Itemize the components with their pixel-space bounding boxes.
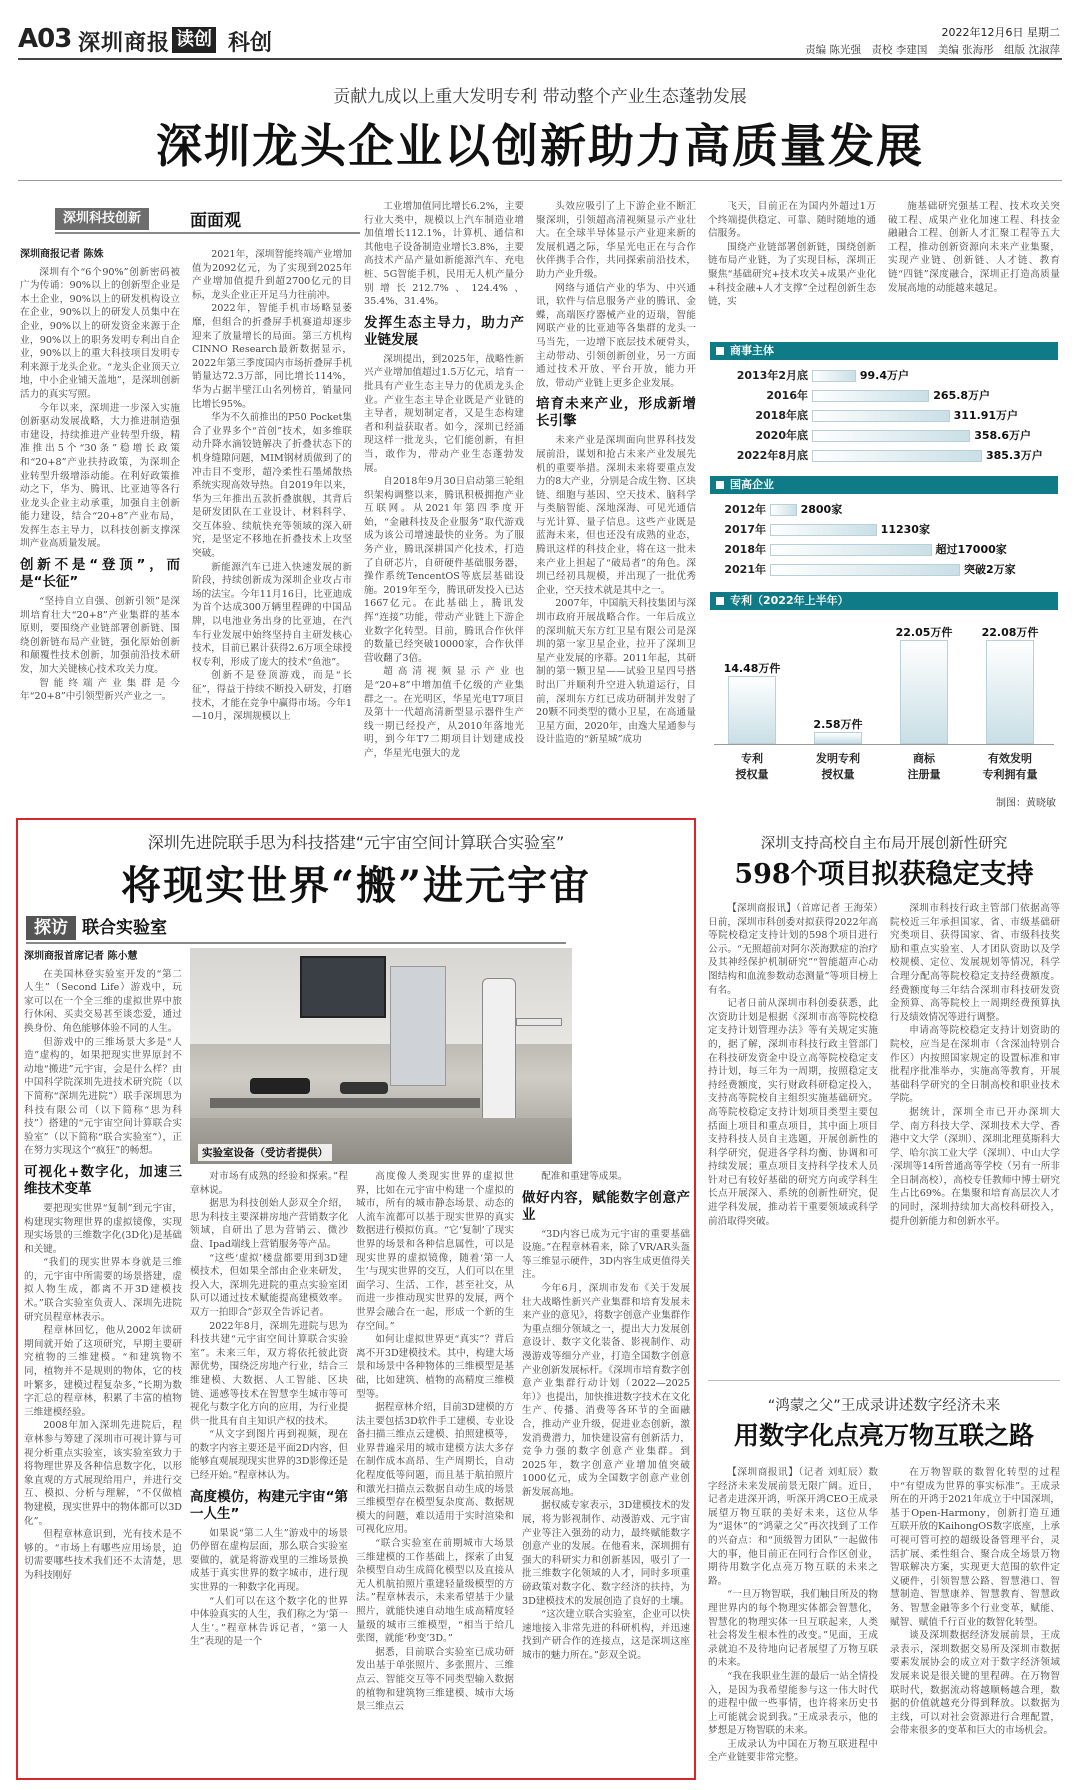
paragraph: 2021年，深圳智能终端产业增加值为2092亿元，为了实现到2025年产业增加值提升到超2700亿元的目标，龙头企业正开足马力往前冲。: [192, 249, 352, 301]
paragraph: “这些‘虚拟’楼盘都要用到3D建模技术，但如果全部由企业来研发，投入大，深圳先进院的重点实验室团队可以通过技术赋能提高建模效率。双方一拍即合”彭双全告诉记者。: [190, 1252, 348, 1318]
bar: [770, 504, 797, 516]
lead-subhead-3: 培育未来产业，形成新增长引擎: [536, 396, 696, 430]
bar: [770, 564, 960, 576]
right-top-column-2: [890, 902, 1060, 1372]
bar-label: 2018年: [724, 543, 766, 556]
paragraph: 飞天，目前正在为国内外超过1万个终端提供稳定、可靠、随时随地的通信服务。: [708, 201, 876, 240]
lab-photo: [190, 948, 572, 1164]
visit-tag-suffix: 联合实验室: [82, 918, 167, 938]
lab-kicker: 深圳先进院联手思为科技搭建“元宇宙空间计算联合实验室”: [147, 833, 565, 852]
bar-label: 2018年底: [755, 409, 808, 422]
lead-column-6: [888, 200, 1060, 340]
page-label: A03: [18, 24, 72, 54]
paragraph: 未来产业是深圳面向世界科技发展前沿，谋划和抢占未来产业发展先机的重要举措。深圳未来将要重点发力的8大产业，分别是合成生物、区块链、细胞与基因、空天技术、脑科学与类脑智能、深地深海、可见光通信与光计算、量子信息。这些产业既是蓝海未来，但也还没有成熟的业态，腾讯这样的科技企业，将在这一批未来产业上担起了“破局者”的角色。深圳已经初具规模，并出现了一批优秀企业，空天技术就是其中之一。: [536, 435, 696, 596]
bar-value: 265.8万户: [933, 389, 991, 402]
column-label-line2: 专利拥有量: [982, 768, 1038, 781]
visit-tag-box: 探访: [26, 916, 76, 940]
paragraph: 如果说“第二人生”游戏中的场景仍停留在虚构层面，那么联合实验室要做的，就是将游戏里的三维场景换成基于真实世界的数字城市，进行现实世界的一种数字化再现。: [190, 1527, 348, 1594]
paragraph: 施基础研究强基工程、技术攻关突破工程、成果产业化加速工程、科技金融融合工程、创新人才汇聚工程等五大工程，推动创新资源向未来产业集聚，实现产业链、创新链、人才链、教育链“四链”深度融合，深圳正打造高质量发展高地的动能越来越足。: [888, 201, 1060, 294]
lab-column-2: [190, 1170, 348, 1776]
visit-tag-rule: [26, 942, 566, 944]
right-bottom-column-2: [890, 1466, 1060, 1780]
paragraph: 围绕产业链部署创新链，围绕创新链布局产业链，为了实现目标，深圳正聚焦“基础研究+技术攻关+成果产业化+科技金融+人才支撑”全过程创新生态链，实: [708, 241, 876, 308]
bar: [770, 524, 877, 536]
paragraph: “3D内容已成为元宇宙的重要基础设施。”在程章林看来，除了VR/AR头盔等三维显示硬件，3D内容生成更值得关注。: [522, 1228, 690, 1281]
paragraph: 超高清视频显示产业也是“20+8”中增加值千亿级的产业集群之一。在光明区，华星光电T7项目及第十一代超高清新型显示器件生产线一期已经投产，从2010年落地光明，到今年T7二期项目计划建成投产，华星光电强大的龙: [364, 666, 524, 759]
column-value: 22.05万件: [895, 626, 953, 640]
paragraph: 程章林回忆，他从2002年读研期间就开始了这项研究，早期主要研究植物的三维建模。“和建筑物不同，植物并不是规则的物体，它的枝叶繁多，建模过程复杂多，”长期为数字汇总的程章林，积累了丰富的植物三维建模经验。: [24, 1325, 182, 1418]
column-tag: [55, 208, 360, 234]
bar-value: 突破2万家: [964, 563, 1016, 576]
bar-label: 2022年8月底: [736, 449, 808, 462]
paragraph: “坚持自立自强、创新引领”是深圳培育壮大“20+8”产业集群的基本原则，要围绕产业链部署创新链、围绕创新链布局产业链，强化原始创新和颠覆性技术创新，加强前沿技术研发，加大关键核心技术攻关力度。: [20, 596, 180, 676]
bar-value: 11230家: [880, 523, 930, 536]
bar-label: 2012年: [724, 503, 766, 516]
paragraph: “一旦万物智联，我们触目所及的物理世界内的每个物理实体都会智慧化，智慧化的物理实体一旦互联起来，人类社会将发生根本性的改变。”见面，王成录就迫不及待地向记者展望了万物互联的未来。: [708, 1589, 878, 1669]
issue-date: [942, 24, 1061, 40]
visit-tag: [26, 916, 566, 944]
paragraph: 据程章林介绍，目前3D建模的方法主要包括3D软件手工建模、专业设备扫描三维点云建模、拍照建模等，业界普遍采用的城市建模方法大多存在制作成本高昂、生产周期长，自动化程度低等问题，而且基于航拍照片和激光扫描点云数据自动生成的场景三维模型存在模型复杂度高、数据规模大的问题，难以适用于实时渲染和可视化应用。: [356, 1402, 514, 1536]
paragraph: 新能源汽车已进入快速发展的新阶段，持续创新成为深圳企业攻占市场的法宝。今年11月16日，比亚迪成为首个达成300万辆里程碑的中国品牌，以电池业务出身的比亚迪，在汽车行业发展中始终坚持自主研发核心技术，目前已累计获得2.6万项全球授权专利，形成了庞大的技术“鱼池”。: [192, 561, 352, 668]
lab-subhead-3: 做好内容，赋能数字创意产业: [522, 1189, 690, 1223]
lead-column-1: [20, 248, 180, 813]
paragraph: 2008年加入深圳先进院后，程章林参与筹建了深圳市可视计算与可视分析重点实验室，该实验室致力于将物理世界及各种信息数字化，以形象直观的方式展现给用户，并进行交互、模拟、分析与理解，“不仅做植物建模，现实世界中的物体都可以3D化”。: [24, 1420, 182, 1527]
column-bar: [900, 640, 948, 744]
lab-photo-drone-2: [340, 1082, 388, 1094]
paragraph: 对市场有成熟的经验和探索。”程章林说。: [190, 1171, 348, 1196]
paragraph: 据权威专家表示，3D建模技术的发展，将为影视制作、动漫游戏、元宇宙产业等注入强劲的动力，最终赋能数字创意产业的发展。在他看来，深圳拥有强大的科研实力和创新基因，吸引了一批三维数字化领域的人才，同时多项重磅政策对数字化、数字经济的扶持，为3D建模技术的发展创造了良好的土壤。: [522, 1500, 690, 1607]
bar: [812, 390, 929, 402]
column-value: 14.48万件: [723, 661, 781, 675]
bar-value: 超过17000家: [935, 543, 1007, 556]
column-value: 22.08万件: [981, 626, 1039, 639]
paragraph: 深圳提出，到2025年，战略性新兴产业增加值超过1.5万亿元，培育一批具有产业生态主导力的优质龙头企业。产业生态主导企业既是产业链的主导者，规划制定者，又是生态构建者和利益获取者。如今，深圳已经涌现这样一批龙头，它们能创新，有担当，敢作为，带动产业生态蓬勃发展。: [364, 353, 524, 474]
lab-subhead-1: 可视化+数字化，加速三维技术变革: [24, 1163, 182, 1197]
lab-photo-screen: [300, 956, 386, 1018]
lead-title: 深圳龙头企业以创新助力高质量发展: [156, 119, 924, 173]
paragraph: 在万物智联的数智化转型的过程中“有望成为世界的事实标准”。王成录所在的开鸿于2021年成立于中国深圳，基于Open-Harmony，创新打造互通互联开放的KaihongOS数字底座，上承可视可管可控的超级设备管理平台，灵活扩展、柔性组合、聚合成全场景万物智联解决方案，实现更大范围的软件定义硬件，引领智慧公路、智慧港口、智慧制造、智慧康养、智慧教育、智慧政务、智慧金融等多个行业变革，赋能、赋智、赋值千行百业的数智化转型。: [890, 1467, 1060, 1628]
credits: 责编 陈光强 责校 李建国 美编 张海彤 组版 沈淑萍: [805, 44, 1060, 56]
column-tag-box: 深圳科技创新: [55, 208, 149, 230]
right-bottom-kicker: “鸿蒙之父”王成录讲述数字经济未来: [767, 1398, 1001, 1414]
bar-value: 99.4万户: [859, 369, 909, 382]
panel-3-columns: [708, 614, 1060, 792]
paragraph: “这次建立联合实验室，企业可以快速地接入非常先进的科研机构，并迅速找到产研合作的连接点，这是深圳这座城市的魅力所在。”彭双全说。: [522, 1609, 690, 1661]
lab-photo-drone: [250, 1078, 310, 1094]
bar-label: 2016年: [766, 389, 808, 402]
paragraph: 2022年，智能手机市场略显萎靡，但组合的折叠屏手机赛道却逐步迎来了放量增长的局面。第三方机构CINNO Research最新数据显示，2022年第三季度国内市场折叠屏手机销量达72.3万部，同比增长114%，华为占据半壁江山名列榜首，销量同比增长95%。: [192, 303, 352, 410]
infographic: [708, 342, 1060, 812]
lead-col1-body: [20, 266, 180, 551]
right-bottom-title: 用数字化点亮万物互联之路: [733, 1421, 1034, 1450]
paragraph: 申请高等院校稳定支持计划资助的院校，应当是在深圳市（含深汕特别合作区）内按照国家规定的设置标准和审批程序批准举办，实施高等教育，开展基础科学研究的全日制高校和职业技术学院。: [890, 1025, 1060, 1105]
infographic-panel-2-title: 国高企业: [710, 476, 1058, 494]
baseline: [714, 744, 1054, 745]
paragraph: 今年6月，深圳市发布《关于发展壮大战略性新兴产业集群和培育发展未来产业的意见》，将数字创意产业集群作为重点细分领域之一，提出大力发展创意设计、数字文化装备、影视制作、动漫游戏等细分产业，打造全国数字创意产业创新发展标杆。《深圳市培育数字创意产业集群行动计划（2022—2025年）》也提出，加快推进数字技术在文化生产、传播、消费等各环节的全面融合，推动产业升级，促进业态创新，激发消费潜力，加快建设富有创新活力，竞争力强的数字创意产业集群。到2025年，数字创意产业增加值突破1000亿元，成为全国数字创意产业创新发展高地。: [522, 1282, 690, 1498]
infographic-panel-3-title: 专利（2022年上半年）: [710, 592, 1058, 610]
lead-subhead-2: 发挥生态主导力，助力产业链发展: [364, 314, 524, 348]
column-tag-suffix: 面面观: [190, 211, 241, 231]
panel-2-bars: [708, 498, 1060, 588]
paragraph: 今年以来，深圳进一步深入实施创新驱动发展战略，大力推进制造强市建设，持续推进产业转型升级，精准推出5个“30条”稳增长政策和“20+8”产业扶持政策，为深圳企业转型升级增添动能。在利好政策推动之下，华为、腾讯、比亚迪等各行业龙头企业主动承重，加强自主创新能力建设，结合“20+8”产业布局，发挥生态主导力，以科技创新支撑深圳产业高质量发展。: [20, 402, 180, 550]
paper-name: 深圳商报: [78, 30, 171, 56]
column-label-line1: 有效发明: [988, 752, 1032, 765]
paragraph: 据统计，深圳全市已开办深圳大学、南方科技大学、深圳技术大学、香港中文大学（深圳）、深圳北理莫斯科大学、哈尔滨工业大学（深圳）、中山大学·深圳等14所普通高等学校（另有一所非全日制高校），高校专任教师中博士研究生占比69%。在集聚和培育高层次人才的同时，深圳持续加大高校科研投入，提升创新能力和创新水平。: [890, 1106, 1060, 1227]
paragraph: 要把现实世界“复制”到元宇宙，构建现实物理世界的虚拟镜像，实现现实场景的三维数字化(3D化)是基础和关键。: [24, 1202, 182, 1255]
paragraph: 【深圳商报讯】（记者 刘虹辰）数字经济未来发展前景无限广阔。近日，记者走进深开鸿，听深开鸿CEO王成录展望万物互联的美好未来，这位从华为“退休”的“鸿蒙之父”再次找到了工作的兴奋点：和“顶级智力团队”一起做伟大的事，他目前正在同行合作区创业，期待用数字化点亮万物互联的未来之路。: [708, 1467, 878, 1587]
column-bar: [728, 676, 776, 744]
lab-subhead-2: 高度模仿，构建元宇宙“第一人生”: [190, 1488, 348, 1522]
lab-column-3: [356, 1170, 514, 1776]
paragraph: 华为不久前推出的P50 Pocket集合了业界多个“首创”技术，如多维联动升降水滴铰链解决了折叠状态下的机身缝隙问题，MIM钢材质做到了的冲击目不变形，超冷柔性石墨烯散热系统实现高效导热。自2019年以来，华为三年推出五款折叠旗舰，其背后是研发团队在工业设计、材料科学、交互体验、续航快充等领域的深入研究，是坚定不移地在折叠技术上攻坚突破。: [192, 412, 352, 560]
paragraph: 智能终端产业集群是今年“20+8”中引领型新兴产业之一。: [20, 677, 180, 703]
paragraph: 深圳有个“6个90%”创新密码被广为传诵：90%以上的创新型企业是本土企业，90%以上的研发机构设立在企业，90%以上的研发人员集中在企业，90%以上的研发资金来源于企业，90%以上的职务发明专利出自企业，90%以上的重大科技项目发明专利来源于龙头企业。“龙头企业顶天立地，中小企业铺天盖地”，是深圳创新活力的真实写照。: [20, 266, 180, 400]
paragraph: 谈及深圳数据经济发展前景，王成录表示，深圳数据交易所及深圳市数据要素发展协会的成立对于数字经济领域发展来说是很关键的里程碑。在万物智联时代，数据流动将越顺畅越合理，数据的价值就越充分得到释放。以数据为主线，可以对社会资源进行合理配置，会带来很多的变革和巨大的市场机会。: [890, 1630, 1060, 1737]
lead-subhead-1: 创新不是“登顶”，而是“长征”: [20, 557, 180, 591]
paragraph: 据悉，目前联合实验室已成功研发出基于单张照片、多张照片、三维点云、智能交互等不同类型输入数据的植物和建筑物三维建模、城市大场景三维点云: [356, 1646, 514, 1713]
paragraph: 但游戏中的三维场景大多是“人造”虚构的，如果把现实世界原封不动地“搬进”元宇宙，会是什么样？由中国科学院深圳先进技术研究院（以下简称“深圳先进院”）联手深圳思为科技有限公司（以下简称“思为科技”）搭建的“元宇宙空间计算联合实验室”（以下简称“联合实验室”），正在努力实现这个“疯狂”的畅想。: [24, 1036, 182, 1157]
paragraph: “我在我职业生涯的最后一站全情投入，是因为我希望能参与这一伟大时代的进程中做一些事情，也许将来历史书上可能就会说到我。”王成录表示，他的梦想是万物智联的未来。: [708, 1670, 878, 1737]
lead-col1b-body: [20, 595, 180, 704]
infographic-credit: 制图：黄晓敏: [996, 798, 1056, 809]
lead-column-5: [708, 200, 876, 340]
date-text: 2022年12月6日: [941, 26, 1024, 39]
paragraph: “人们可以在这个数字化的世界中体验真实的人生，我们称之为‘第一人生’。”程章林告诉记者，“第一人生”表现的是一个: [190, 1595, 348, 1648]
paragraph: 但程章林意识到，光有技术是不够的。“市场上有哪些应用场景，迫切需要哪些技术我们还不太清楚，思为科技刚好: [24, 1529, 182, 1581]
column-label-line1: 商标: [913, 752, 935, 765]
paragraph: 【深圳商报讯】（首席记者 王海荣）日前，深圳市科创委对拟获得2022年高等院校稳定支持计划的598个项目进行公示。“无照超前对阿尔茨海默症的治疗及其神经保护机制研究”“智能超声心动图结构和血流参数动态测量”等项目榜上有名。: [708, 903, 878, 996]
paragraph: 创新不是登顶游戏，而是“长征”，得益于持续不断投入研发，打磨技术，才能在竞争中赢得市场。今年1—10月，深圳规模以上: [192, 670, 352, 723]
edition-badge: 读创: [172, 27, 216, 53]
paragraph: 配准和重建等成果。: [541, 1171, 628, 1182]
bar-value: 311.91万户: [953, 409, 1019, 422]
paragraph: 据思为科技创始人彭双全介绍，思为科技主要深耕房地产营销数字化领域，自研出了思为营销云、微沙盘、Ipad端线上营销服务等产品。: [190, 1198, 348, 1250]
bar-label: 2020年底: [755, 429, 808, 442]
right-bottom-column-1: [708, 1466, 878, 1780]
lab-title: 将现实世界“搬”进元宇宙: [120, 862, 591, 909]
bar: [812, 450, 982, 462]
paragraph: 自2018年9月30日启动第三轮组织架构调整以来，腾讯积极拥抱产业互联网。从2021年第四季度开始，“金融科技及企业服务”取代游戏成为该公司增速最快的业务。为了服务产业，腾讯深耕国产化技术，打造了自研芯片，自研硬件基础服务器，操作系统TencentOS等底层基础设施。2019年至今，腾讯研发投入已达1667亿元。在此基础上，腾讯发挥“连接”功能，带动产业链上下游企业数字化转型。目前，腾讯合作伙伴的数量已经突破10000家，合作伙伴营收翻了3倍。: [364, 476, 524, 664]
bar-label: 2017年: [724, 523, 766, 536]
column-label-line2: 注册量: [907, 768, 941, 781]
panel-1-bars: [708, 364, 1060, 472]
paragraph: “我们的现实世界本身就是三维的，元宇宙中所需要的场景搭建，虚拟人物生成，都离不开3D建模技术。”联合实验室负责人、深圳先进院研究员程章林表示。: [24, 1257, 182, 1323]
right-top-column-1: [708, 902, 878, 1372]
lead-column-3: [364, 200, 524, 813]
lab-column-1: [24, 950, 182, 1776]
column-value: 2.58万件: [813, 717, 863, 731]
column-label-line1: 发明专利: [816, 752, 860, 765]
section-name: 科创: [228, 31, 273, 56]
infographic-panel-1-title: 商事主体: [710, 342, 1058, 360]
bar: [770, 544, 932, 556]
paragraph: “联合实验室在前期城市大场景三维建模的工作基础上，探索了由复杂模型自动生成简化模型以及直接从无人机航拍照片重建轻量级模型的方法。”程章林表示，未来希望基于少量照片，就能快速自动地生成高精度轻量级的城市三维模型，“相当于给几张图，就能‘秒变’3D。”: [356, 1538, 514, 1645]
column-bar: [814, 732, 862, 744]
paragraph: 2007年，中国航天科技集团与深圳市政府开展战略合作。一年后成立的深圳航天东方红卫星有限公司是深圳的第一家卫星企业，拉开了深圳卫星产业发展的序幕。2011年起，其研制的第一颗卫星——试验卫星四号搭时出厂并顺利升空进入轨道运行，目前，深圳东方红已成功研制并发射了20颗不同类型的微小卫星，在高通量卫星方面，2020年，由逸大星通参与设计监造的“新星城”成功: [536, 598, 696, 746]
paragraph: 记者日前从深圳市科创委获悉，此次资助计划是根据《深圳市高等院校稳定支持计划管理办法》等有关规定实施的，据了解，深圳市科技行政主管部门在科技研发资金中设立高等院校稳定支持计划，每三年为一周期，按照稳定支持经费额度，实行财政科研稳定投入，支持高等院校自主组织实施基础研究。高等院校稳定支持计划项目类型主要包括面上项目和重点项目，其中面上项目支持科技人员自主选题，开展创新性的科学研究，促进各学科均衡、协调和可持续发展；重点项目支持科学技术人员针对已有较好基础的研究方向或学科生长点开展深入、系统的创新性研究，促进学科发展，推动若干重要领域或科学前沿取得突破。: [708, 998, 878, 1227]
paragraph: 如何让虚拟世界更“真实”？背后离不开3D建模技术。其中，构建大场景和场景中各种物体的三维模型是基础，比如建筑、植物的高精度三维模型等。: [356, 1334, 514, 1400]
right-top-kicker: 深圳支持高校自主布局开展创新性研究: [760, 836, 1008, 852]
lab-column-4: [522, 1170, 690, 1776]
masthead-rule: [18, 58, 1062, 60]
bar-value: 358.6万户: [974, 429, 1032, 442]
paragraph: 头效应吸引了上下游企业不断汇聚深圳，引领超高清视频显示产业壮大。在全球半导体显示产业迎来新的发展机遇之际，华星光电正在与合作伙伴携手合作，共同探索前沿技术，助力产业升级。: [536, 201, 696, 280]
column-label-line2: 授权量: [821, 768, 855, 781]
lab-story-box: [16, 818, 696, 1780]
lab-photo-robot: [482, 978, 516, 1128]
paragraph: 深圳市科技行政主管部门依据高等院校近三年承担国家、省、市级基础研究类项目、获得国家、省、市级科技奖励和重点实验室、人才团队资助以及学校规模、定位、发展规划等情况，科学合理分配高等院校稳定支持经费额度。经费额度每三年结合深圳市科技研发资金预算、高等院校上一周期经费预算执行及绩效情况等进行调整。: [890, 903, 1060, 1023]
bar: [812, 410, 950, 422]
masthead: [0, 0, 1080, 62]
bar-label: 2021年: [724, 563, 766, 576]
column-tag-rule: [55, 232, 360, 234]
lead-column-4: [536, 200, 696, 813]
bar: [812, 370, 856, 382]
right-top-title: 598个项目拟获稳定支持: [734, 859, 1034, 890]
bar-value: 2800家: [800, 503, 843, 516]
bar-label: 2013年2月底: [736, 369, 808, 382]
paragraph: 高度像人类现实世界的虚拟世界，比如在元宇宙中构建一个虚拟的城市，所有的城市静态场景、动态的人流车流都可以基于现实世界的真实数据进行模拟仿真。“它‘复制’了现实世界的场景和各种信息属性，可以是现实世界的虚拟镜像，随着‘第一人生’与现实世界的交互，人们可以在里面学习、生活、工作，甚至社交，从而进一步推动现实世界的发展，两个世界会融合在一起，形成一个新的生存空间。”: [356, 1171, 514, 1332]
lab-photo-caption: 实验室设备（受访者提供）: [198, 1144, 332, 1161]
right-divider: [708, 1380, 1060, 1381]
lab-photo-table: [210, 1098, 480, 1108]
weekday-text: 星期二: [1027, 26, 1060, 39]
paragraph: 网络与通信产业的华为、中兴通讯，软件与信息服务产业的腾讯、金蝶，高端医疗器械产业的迈瑞，智能网联产业的比亚迪等各集群的龙头一马当先，一边增下底层技术硬骨头，主动带动、引领创新创业，另一方面通过技术开放、平台开放，能力开放，带动产业链上更多企业发展。: [536, 282, 696, 389]
bar-value: 385.3万户: [986, 449, 1043, 462]
paragraph: “从文字到图片再到视频，现在的数字内容主要还是平面2D内容，但能够直观展现现实世界的3D影像还是已经开始。”程章林认为。: [190, 1429, 348, 1482]
column-bar: [986, 640, 1034, 744]
lead-rule: [18, 180, 1062, 181]
lab-byline: 深圳商报首席记者 陈小慧: [24, 951, 138, 962]
column-label-line2: 授权量: [735, 768, 769, 781]
lead-byline: 深圳商报记者 陈姝: [20, 249, 104, 260]
paragraph: 在美国林登实验室开发的“第二人生”（Second Life）游戏中，玩家可以在一个全三维的虚拟世界中旅行休闲、买卖交易甚至谈恋爱，通过换身份、角色能够体验不同的人生。: [24, 968, 182, 1034]
lab-photo-rack: [390, 966, 446, 1086]
paragraph: 王成录认为中国在万物互联进程中全产业链要非常完整。: [708, 1738, 878, 1764]
paragraph: 2022年8月，深圳先进院与思为科技共建“元宇宙空间计算联合实验室”。未来三年，双方将依托彼此资源优势，围绕泛房地产行业，结合三维建模、大数据、人工智能、区块链、遥感等技术在智慧孪生城市等可视化与数字化方向的应用，为行业提供一批具有自主知识产权的技术。: [190, 1320, 348, 1427]
lead-kicker: 贡献九成以上重大发明专利 带动整个产业生态蓬勃发展: [333, 87, 747, 107]
lab-photo-robot-arm: [516, 1018, 562, 1026]
bar: [812, 430, 970, 442]
column-label-line1: 专利: [741, 752, 763, 765]
lead-column-2: [192, 248, 352, 813]
paragraph: 工业增加值同比增长6.2%，主要行业大类中，规模以上汽车制造业增加值增长112.1%，计算机、通信和其他电子设备制造业增长3.8%，主要高技术产品产量如新能源汽车、充电桩、5G智能手机，民用无人机产量分别增长212.7%、124.4%、35.4%、31.4%。: [364, 201, 524, 308]
